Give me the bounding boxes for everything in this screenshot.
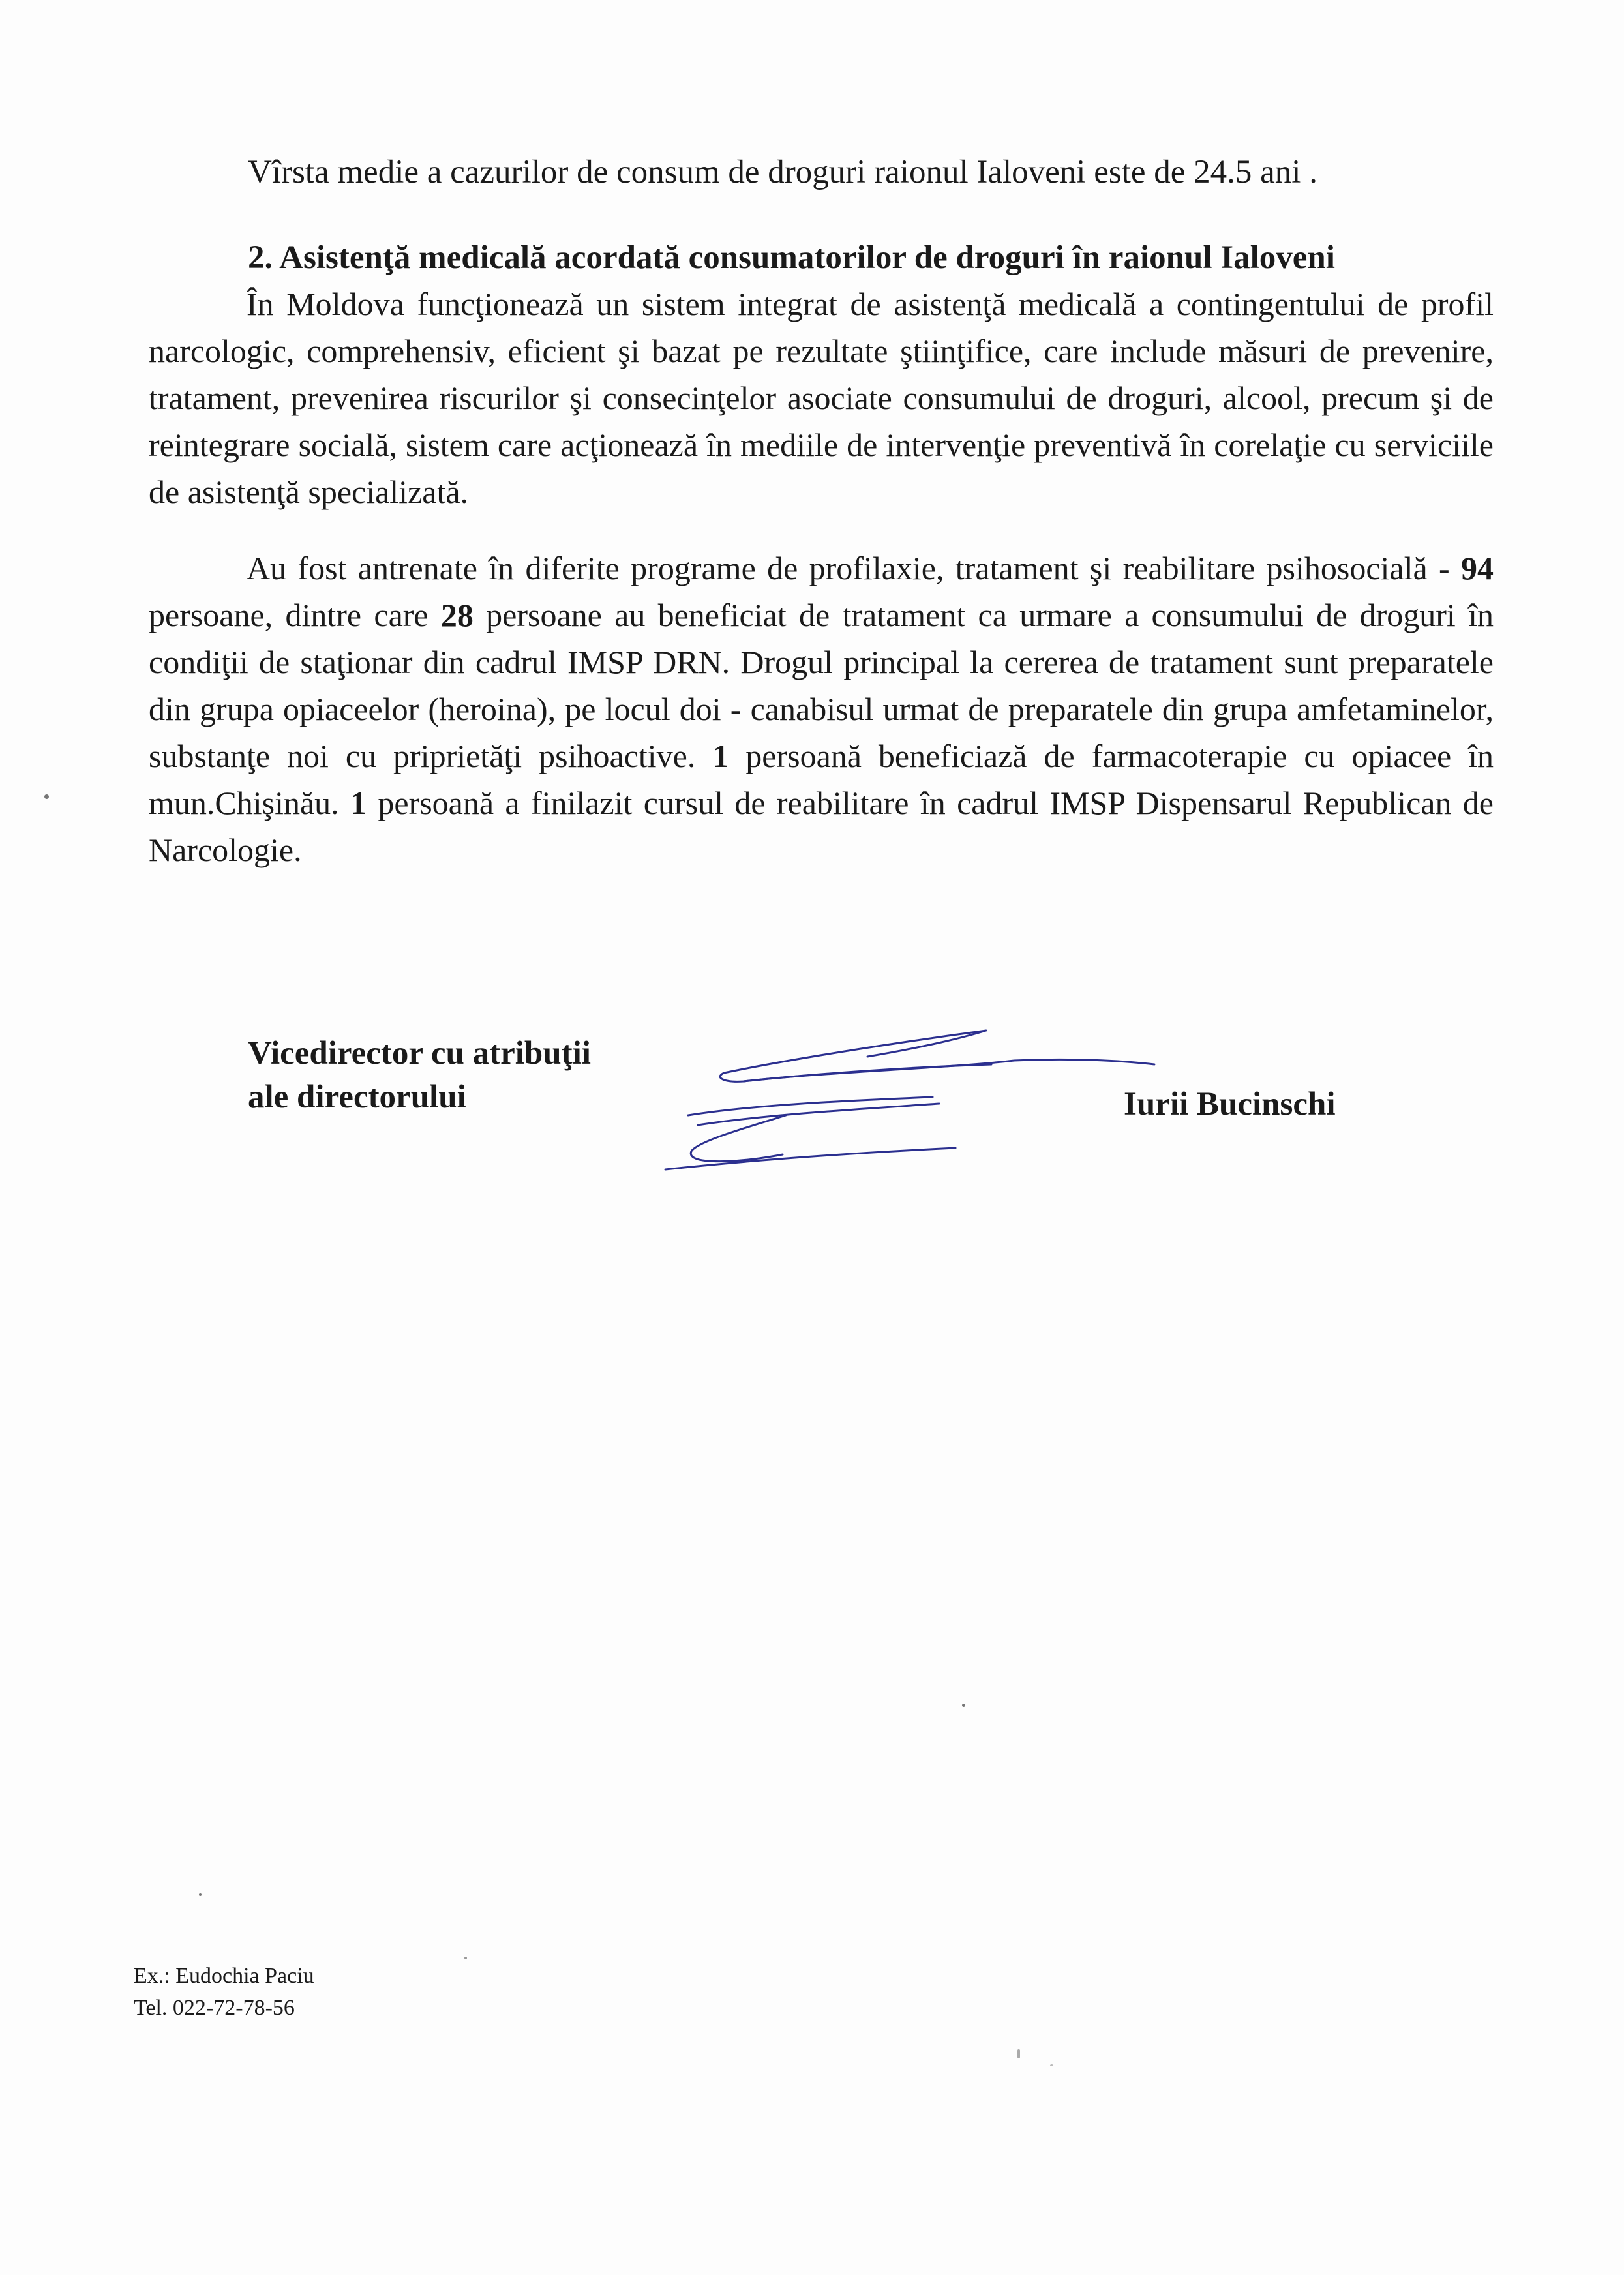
paragraph-text: persoană beneficiază de farmacoterapie cu opiacee în mun.Chişinău. (149, 738, 1494, 821)
signatory-name: Iurii Bucinschi (1124, 1086, 1336, 1122)
section-heading: 2. Asistenţă medicală acordată consumatorilor de droguri în raionul Ialoveni (248, 239, 1335, 276)
count-rehab: 1 (350, 785, 367, 821)
scan-speck (464, 1957, 467, 1959)
executor-phone: Tel. 022-72-78-56 (134, 1996, 295, 2020)
paragraph-text: persoană a finilazit cursul de reabilitare în cadrul IMSP Dispensarul Republican de Narcologie. (149, 785, 1494, 868)
paragraph-text: Au fost antrenate în diferite programe de profilaxie, tratament şi reabilitare psihosocială - (247, 550, 1461, 586)
footer-contact (134, 1960, 314, 2024)
scan-speck (1017, 2049, 1020, 2058)
scan-speck (962, 1704, 965, 1707)
count-inpatient: 28 (440, 597, 474, 633)
intro-sentence: Vîrsta medie a cazurilor de consum de droguri raionul Ialoveni este de 24.5 ani . (248, 154, 1317, 190)
paragraph-integrated-system: În Moldova funcţionează un sistem integrat de asistenţă medicală a contingentului de profil narcologic, comprehensiv, eficient şi bazat pe rezultate ştiinţifice, care include măsuri de prevenire, tratament, prevenirea riscurilor şi consecinţelor asociate consumului de droguri, alcool, precum şi de reintegrare socială, sistem care acţionează în mediile de intervenţie preventivă în corelaţie cu serviciile de asistenţă specializată. (149, 286, 1494, 510)
paragraph-text: persoane au beneficiat de tratament ca urmare a consumului de droguri în condiţii de staţionar din cadrul IMSP DRN. Drogul principal la cererea de tratament sunt preparatele din grupa opiaceelor (heroina), pe locul doi - canabisul urmat de preparatele din grupa amfetaminelor, substanţe noi cu priprietăţi psihoactive. (149, 597, 1494, 774)
count-programs: 94 (1461, 550, 1494, 586)
count-pharmacotherapy: 1 (712, 738, 729, 774)
handwritten-signature (652, 1017, 1161, 1187)
scan-speck (1050, 2064, 1053, 2066)
signatory-title-line2: ale directorului (248, 1079, 466, 1115)
scan-speck (44, 794, 49, 799)
executor-name: Ex.: Eudochia Paciu (134, 1964, 314, 1988)
signatory-title (248, 1032, 591, 1119)
paragraph-programs (149, 545, 1494, 873)
paragraph-text: persoane, dintre care (149, 597, 441, 633)
scan-speck (199, 1893, 202, 1896)
signatory-title-line1: Vicedirector cu atribuţii (248, 1035, 591, 1072)
